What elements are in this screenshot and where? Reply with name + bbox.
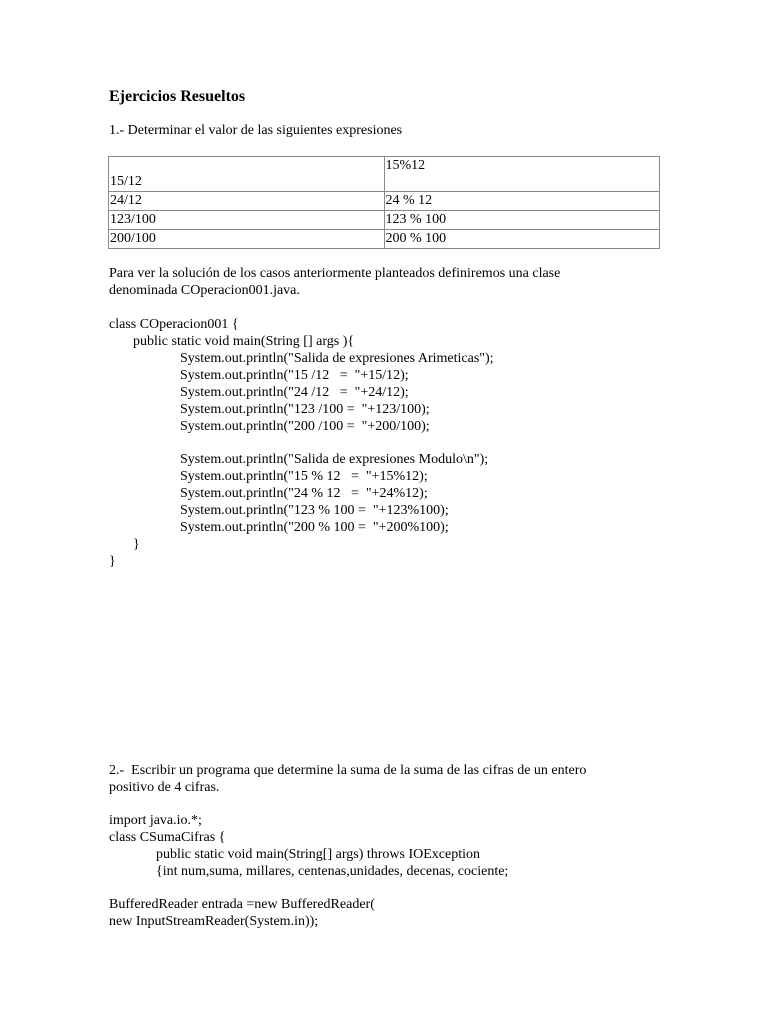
code-line: class COperacion001 { <box>109 317 239 332</box>
code-line: System.out.println("24 % 12 = "+24%12); <box>180 486 428 501</box>
code-line: System.out.println("200 % 100 = "+200%100); <box>180 520 449 535</box>
code-line: System.out.println("123 /100 = "+123/100); <box>180 402 430 417</box>
table-cell: 24 % 12 <box>384 192 660 211</box>
table-cell: 200 % 100 <box>384 230 660 249</box>
code-line: public static void main(String[] args) throws IOException <box>156 847 481 862</box>
code-line: {int num,suma, millares, centenas,unidades, decenas, cociente; <box>156 864 509 879</box>
table-cell: 200/100 <box>109 230 385 249</box>
code-line: public static void main(String [] args ){ <box>133 334 355 349</box>
exercise-1-prompt: 1.- Determinar el valor de las siguientes expresiones <box>109 123 403 138</box>
code-line: System.out.println("Salida de expresiones Arimeticas"); <box>180 351 494 366</box>
code-line: System.out.println("24 /12 = "+24/12); <box>180 385 409 400</box>
table-cell: 123/100 <box>109 211 385 230</box>
code-line: System.out.println("15 /12 = "+15/12); <box>180 368 409 383</box>
table-cell: 123 % 100 <box>384 211 660 230</box>
table-cell: 24/12 <box>109 192 385 211</box>
code-line: BufferedReader entrada =new BufferedReader( <box>109 897 375 912</box>
table-cell: 15%12 <box>384 157 660 192</box>
code-line: System.out.println("123 % 100 = "+123%100); <box>180 503 449 518</box>
expressions-table <box>108 156 660 249</box>
exercise-2-prompt-line: positivo de 4 cifras. <box>109 780 220 795</box>
exercise-2-prompt-line: 2.- Escribir un programa que determine la suma de la suma de las cifras de un entero <box>109 763 587 778</box>
table-row <box>109 192 660 211</box>
code-line: class CSumaCifras { <box>109 830 226 845</box>
code-line: new InputStreamReader(System.in)); <box>109 914 319 929</box>
table-row <box>109 211 660 230</box>
table-row <box>109 230 660 249</box>
code-line: System.out.println("200 /100 = "+200/100); <box>180 419 430 434</box>
explanation-text-line: denominada COperacion001.java. <box>109 283 300 298</box>
code-line: System.out.println("15 % 12 = "+15%12); <box>180 469 428 484</box>
table-row <box>109 157 660 192</box>
code-line: import java.io.*; <box>109 813 202 828</box>
document-title: Ejercicios Resueltos <box>109 88 246 105</box>
code-line: } <box>109 554 116 569</box>
explanation-text-line: Para ver la solución de los casos anteriormente planteados definiremos una clase <box>109 266 561 281</box>
table-cell: 15/12 <box>109 157 385 192</box>
code-line: } <box>133 537 140 552</box>
code-line: System.out.println("Salida de expresiones Modulo\n"); <box>180 452 489 467</box>
